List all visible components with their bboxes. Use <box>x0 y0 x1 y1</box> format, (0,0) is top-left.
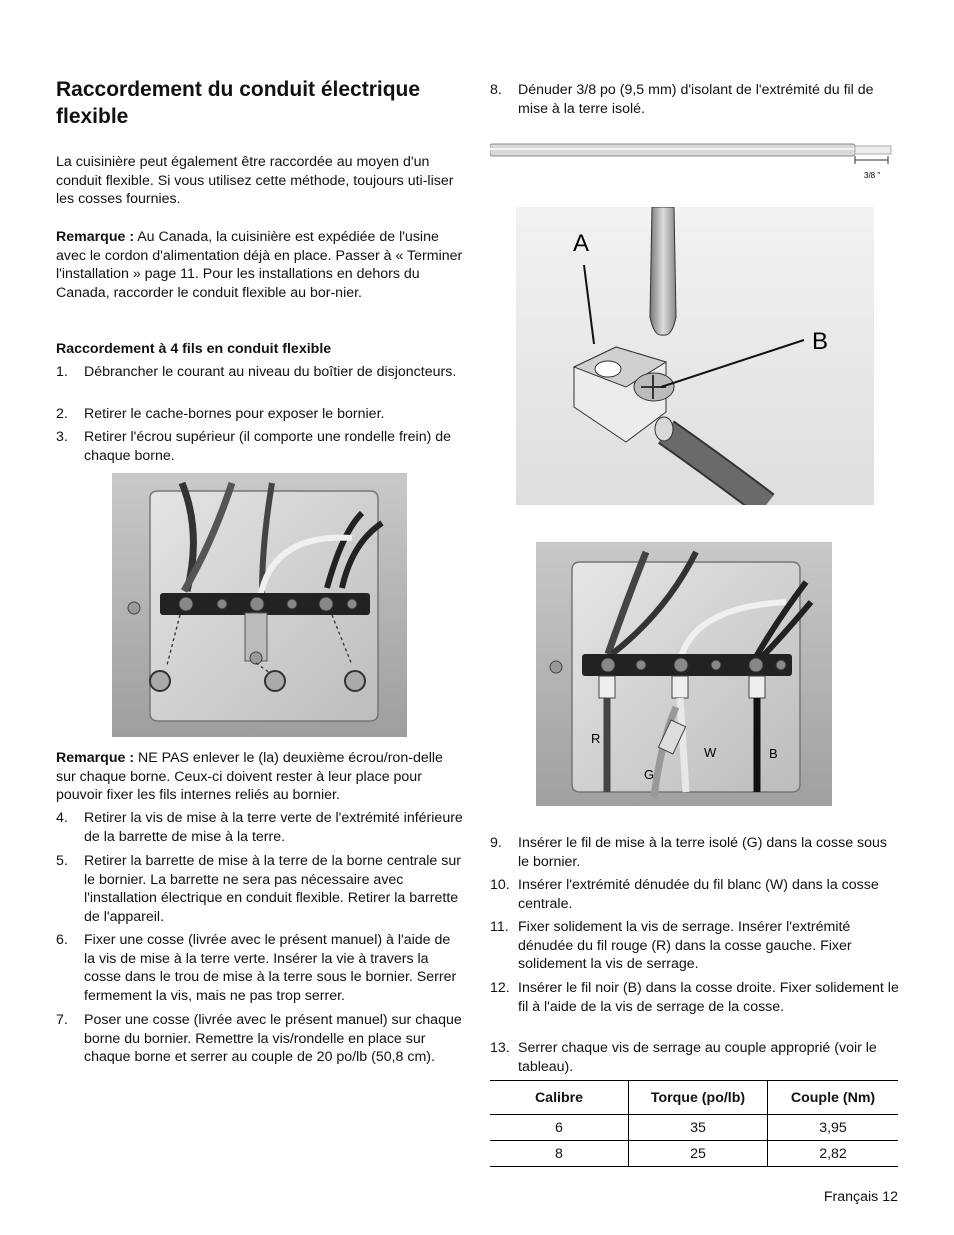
label-g: G <box>644 767 655 782</box>
table-cell: 2,82 <box>819 1145 847 1162</box>
step-number: 7. <box>56 1012 68 1028</box>
table-row <box>490 1141 898 1167</box>
step-text: Retirer la vis de mise à la terre verte de l'extrémité inférieure de la barrette de mise à la terre. <box>84 810 463 845</box>
step-2 <box>56 405 464 424</box>
step-number: 2. <box>56 406 68 422</box>
table-row <box>490 1115 898 1141</box>
step-number: 9. <box>490 835 502 851</box>
terminal-block-figure <box>112 473 407 737</box>
step-6 <box>56 931 464 1005</box>
table-cell: 8 <box>490 1141 629 1167</box>
table-cell: 6 <box>490 1115 629 1141</box>
step-9 <box>490 834 900 871</box>
page-footer: Français 12 <box>823 1189 898 1205</box>
wired-terminal-figure <box>536 542 832 806</box>
step-text: Insérer l'extrémité dénudée du fil blanc (W) dans la cosse centrale. <box>518 877 879 912</box>
step-text: Insérer le fil noir (B) dans la cosse droite. Fixer solidement le fil à l'aide de la vis de serrage de la cosse. <box>518 980 899 1015</box>
step-number: 4. <box>56 810 68 826</box>
label-w: W <box>704 745 717 760</box>
step-12 <box>490 979 900 1016</box>
step-11 <box>490 918 900 974</box>
note-label: Remarque : <box>56 750 135 766</box>
step-text: Retirer le cache-bornes pour exposer le bornier. <box>84 406 385 422</box>
step-3 <box>56 428 464 465</box>
label-b: B <box>812 328 829 355</box>
step-text: Serrer chaque vis de serrage au couple approprié (voir le tableau). <box>518 1040 877 1075</box>
step-8 <box>490 81 900 118</box>
label-b-wire: B <box>769 746 778 761</box>
step-number: 5. <box>56 853 68 869</box>
strip-length-label: 3/8 " <box>864 171 881 180</box>
table-cell: 3,95 <box>819 1119 847 1136</box>
step-text: Insérer le fil de mise à la terre isolé (G) dans la cosse sous le bornier. <box>518 835 888 870</box>
step-13 <box>490 1039 900 1076</box>
step-number: 10. <box>490 877 510 893</box>
step-text: Retirer l'écrou supérieur (il comporte une rondelle frein) de chaque borne. <box>84 429 452 464</box>
table-cell: 35 <box>629 1115 768 1141</box>
step-text: Fixer une cosse (livrée avec le présent manuel) à l'aide de la vis de mise à la terre verte. Insérer la vie à travers la cosse dans le trou de mise à la terre sous le bornier. Serrer fermement la vis, mais ne pas trop serrer. <box>84 932 457 1004</box>
note-label: Remarque : <box>56 229 135 245</box>
table-header: Torque (po/lb) <box>629 1081 768 1115</box>
step-number: 13. <box>490 1040 510 1056</box>
note-text: NE PAS enlever le (la) deuxième écrou/ron-delle sur chaque borne. Ceux-ci doivent rester à leur place pour pouvoir fixer les fils internes reliés au bornier. <box>56 750 443 804</box>
note-nuts <box>56 749 464 805</box>
stripped-wire-figure <box>490 140 900 182</box>
step-text: Poser une cosse (livrée avec le présent manuel) sur chaque borne du bornier. Remettre la vis/rondelle en place sur chaque borne et serrer au couple de 20 po/lb (50,8 cm). <box>84 1012 462 1066</box>
table-cell: 25 <box>629 1141 768 1167</box>
lug-screwdriver-figure <box>516 207 874 505</box>
step-text: Fixer solidement la vis de serrage. Insérer l'extrémité dénudée du fil rouge (R) dans la cosse gauche. Fixer solidement la vis de serrage. <box>518 919 852 973</box>
step-text: Dénuder 3/8 po (9,5 mm) d'isolant de l'extrémité du fil de mise à la terre isolé. <box>518 82 874 117</box>
step-number: 6. <box>56 932 68 948</box>
note-canada <box>56 228 464 302</box>
step-number: 12. <box>490 980 510 996</box>
torque-table <box>490 1080 898 1167</box>
label-r: R <box>591 731 601 746</box>
step-number: 1. <box>56 364 68 380</box>
step-4 <box>56 809 464 846</box>
table-header: Couple (Nm) <box>790 1089 876 1106</box>
label-a: A <box>573 230 590 257</box>
step-number: 11. <box>490 919 509 935</box>
section-heading: Raccordement du conduit électrique flexible <box>56 78 421 128</box>
subheading: Raccordement à 4 fils en conduit flexible <box>56 341 332 357</box>
step-number: 3. <box>56 429 68 445</box>
step-text: Débrancher le courant au niveau du boîtier de disjoncteurs. <box>84 364 457 380</box>
step-1 <box>56 363 464 382</box>
step-number: 8. <box>490 82 502 98</box>
step-5 <box>56 852 464 926</box>
step-10 <box>490 876 900 913</box>
intro-paragraph: La cuisinière peut également être raccordée au moyen d'un conduit flexible. Si vous utilisez cette méthode, toujours uti-liser les cosses fournies. <box>56 154 454 208</box>
table-header: Calibre <box>490 1081 629 1115</box>
step-7 <box>56 1011 464 1067</box>
step-text: Retirer la barrette de mise à la terre de la borne centrale sur le bornier. La barrette ne sera pas nécessaire avec l'installation électrique en conduit flexible. Retirer la barrette de l'appareil. <box>84 853 461 925</box>
note-text: Au Canada, la cuisinière est expédiée de l'usine avec le cordon d'alimentation déjà en place. Passer à « Terminer l'installation » page 11. Pour les installations en dehors du Canada, raccorder le conduit flexible au bor-nier. <box>56 229 463 301</box>
